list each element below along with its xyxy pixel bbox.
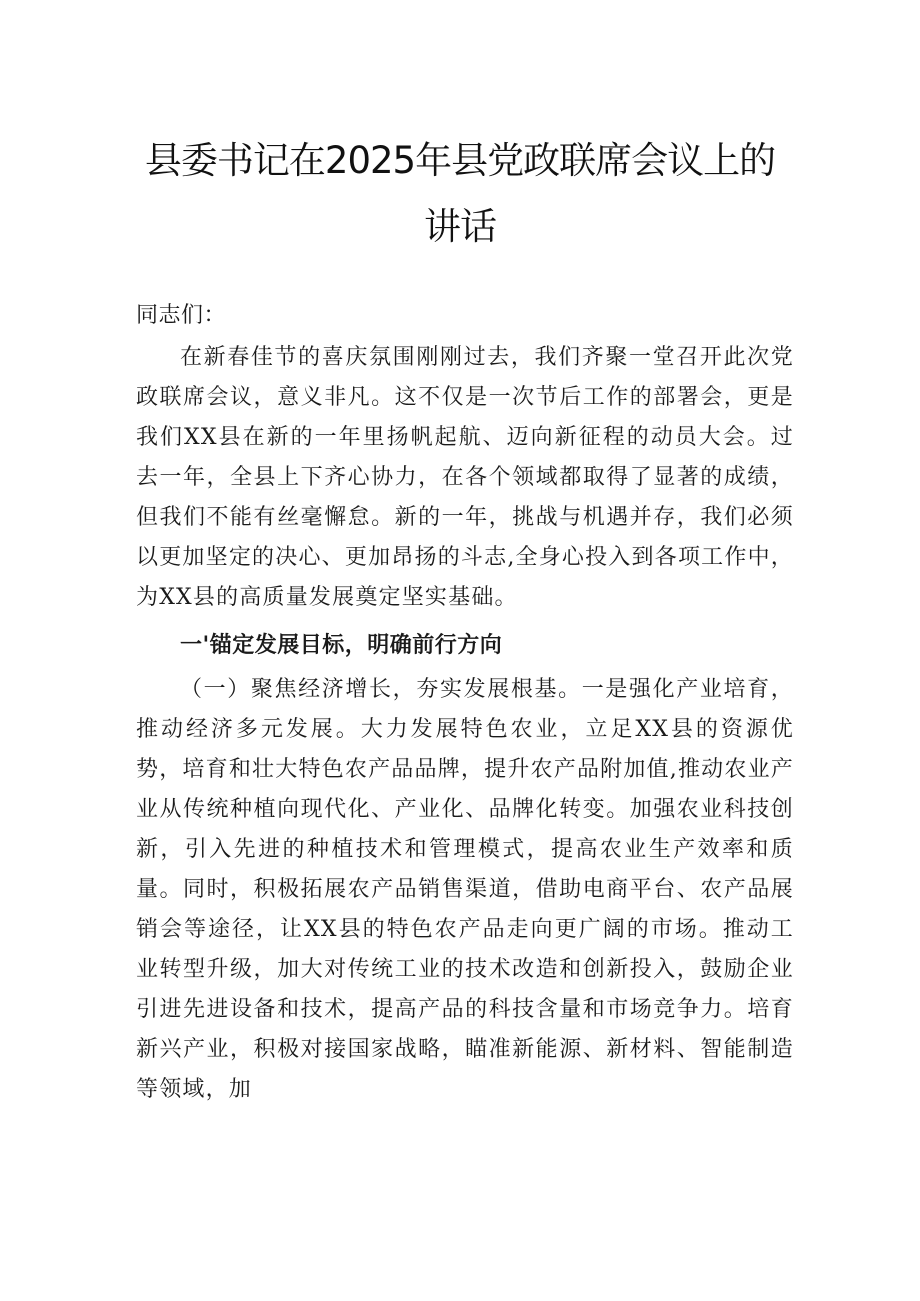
document-body xyxy=(136,296,794,1110)
section-heading: 一'锚定发展目标，明确前行方向 xyxy=(180,633,503,658)
paragraph-economic-growth: （一）聚焦经济增长，夯实发展根基。一是强化产业培育，推动经济多元发展。大力发展特色农业，立足XX县的资源优势，培育和壮大特色农产品品牌，提升农产品附加值,推动农业产业从传统种植向现代化、产业化、品牌化转变。加强农业科技创新，引入先进的种植技术和管理模式，提高农业生产效率和质量。同时，积极拓展农产品销售渠道，借助电商平台、农产品展销会等途径，让XX县的特色农产品走向更广阔的市场。推动工业转型升级，加大对传统工业的技术改造和创新投入，鼓励企业引进先进设备和技术，提高产品的科技含量和市场竞争力。培育新兴产业，积极对接国家战略，瞄准新能源、新材料、智能制造等领域，加 xyxy=(136,677,794,1102)
paragraph-intro: 在新春佳节的喜庆氛围刚刚过去，我们齐聚一堂召开此次党政联席会议，意义非凡。这不仅是一次节后工作的部署会，更是我们XX县在新的一年里扬帆起航、迈向新征程的动员大会。过去一年，全县上下齐心协力，在各个领域都取得了显著的成绩，但我们不能有丝毫懈怠。新的一年，挑战与机遇并存，我们必须以更加坚定的决心、更加昂扬的斗志,全身心投入到各项工作中，为XX县的高质量发展奠定坚实基础。 xyxy=(136,345,794,610)
document-title: 县委书记在2025年县党政联席会议上的讲话 xyxy=(144,139,776,248)
salutation: 同志们： xyxy=(136,303,227,328)
